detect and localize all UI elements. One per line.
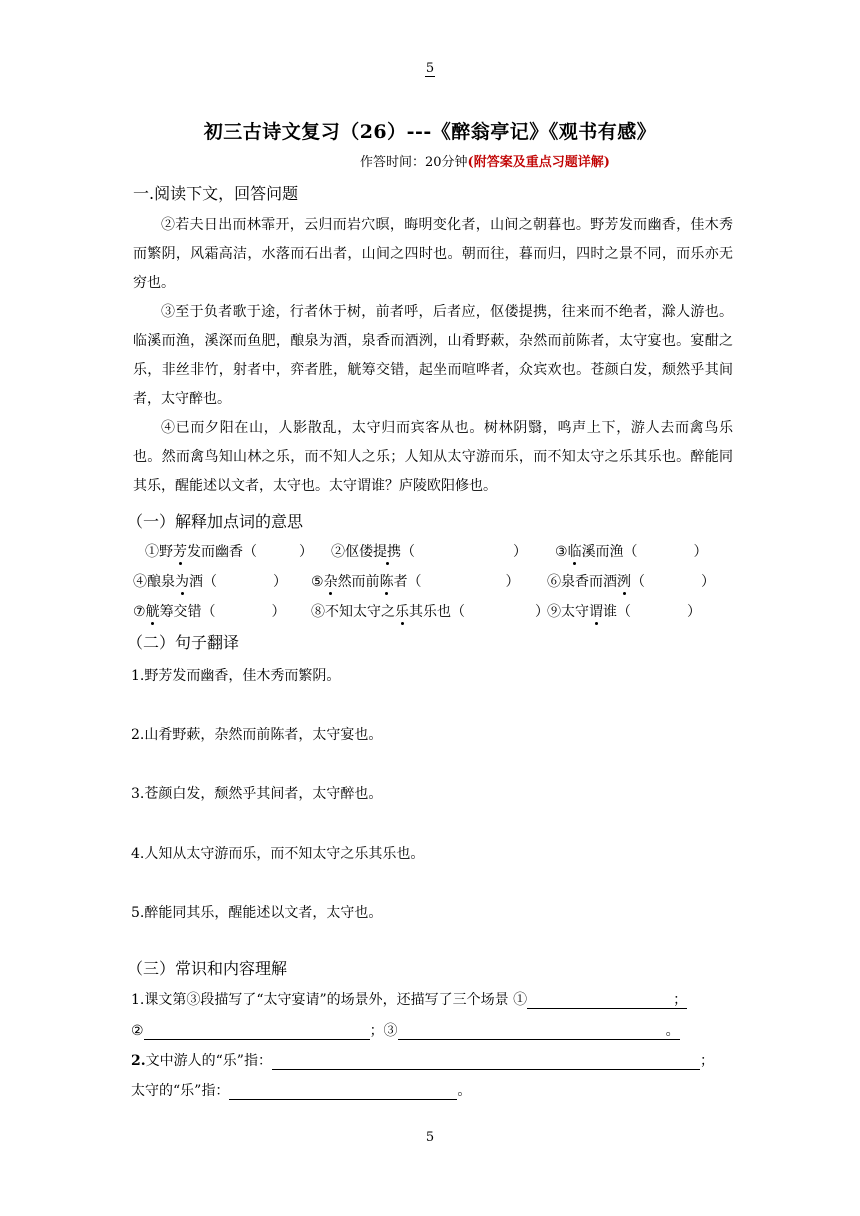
translation-item-1: 1.野芳发而幽香，佳木秀而繁阴。 bbox=[131, 668, 341, 684]
vocab-item-7: ⑦觥筹交错（ ） bbox=[133, 601, 286, 621]
answer-blank-3[interactable] bbox=[398, 1023, 666, 1040]
vocab-item-2: ②伛偻提携（ ） bbox=[331, 541, 527, 561]
question-1-line-2: ② ；③ 。 bbox=[131, 1023, 680, 1039]
part2-heading: （二）句子翻译 bbox=[127, 633, 240, 652]
answer-blank-4[interactable] bbox=[272, 1053, 700, 1070]
question-2-line-1: 2.文中游人的“乐”指： ； bbox=[131, 1053, 714, 1069]
answer-blank-1[interactable] bbox=[527, 992, 673, 1009]
translation-item-5: 5.醉能同其乐，醒能述以文者，太守也。 bbox=[131, 905, 383, 921]
vocab-row-3 bbox=[133, 601, 733, 625]
translation-item-4: 4.人知从太守游而乐，而不知太守之乐其乐也。 bbox=[131, 846, 425, 862]
translation-item-2: 2.山肴野蔌，杂然而前陈者，太守宴也。 bbox=[131, 727, 383, 743]
page-number-top: 5 bbox=[425, 61, 435, 76]
worksheet-title: 初三古诗文复习（26）---《醉翁亭记》《观书有感》 bbox=[203, 121, 657, 143]
vocab-row-1 bbox=[133, 541, 733, 565]
question-2-line-2: 太守的“乐”指： 。 bbox=[131, 1083, 472, 1099]
part1-heading: （一）解释加点词的意思 bbox=[127, 512, 304, 531]
answer-blank-2[interactable] bbox=[144, 1023, 370, 1040]
vocab-item-1: ①野芳发而幽香（ ） bbox=[145, 541, 313, 561]
page-number-bottom: 5 bbox=[425, 1130, 435, 1145]
vocab-item-6: ⑥泉香而酒洌（ ） bbox=[547, 571, 715, 591]
vocab-item-5: ⑤杂然而前陈者（ ） bbox=[311, 571, 520, 591]
passage-paragraph-3: ③至于负者歌于途，行者休于树，前者呼，后者应，伛偻提携，往来而不绝者，滁人游也。临溪而渔，溪深而鱼肥，酿泉为酒，泉香而酒洌，山肴野蔌，杂然而前陈者，太守宴也。宴酣之乐，非丝非竹，射者中，弈者胜，觥筹交错，起坐而喧哗者，众宾欢也。苍颜白发，颓然乎其间者，太守醉也。 bbox=[133, 304, 733, 407]
part3-heading: （三）常识和内容理解 bbox=[127, 959, 288, 978]
passage-paragraph-4: ④已而夕阳在山，人影散乱，太守归而宾客从也。树林阴翳，鸣声上下，游人去而禽鸟乐也。然而禽鸟知山林之乐，而不知人之乐；人知从太守游而乐，而不知太守之乐其乐也。醉能同其乐，醒能述以文者，太守也。太守谓谁？庐陵欧阳修也。 bbox=[133, 420, 733, 494]
answer-blank-5[interactable] bbox=[229, 1083, 457, 1100]
passage-paragraph-2: ②若夫日出而林霏开，云归而岩穴暝，晦明变化者，山间之朝暮也。野芳发而幽香，佳木秀而繁阴，风霜高洁，水落而石出者，山间之四时也。朝而往，暮而归，四时之景不同，而乐亦无穷也。 bbox=[133, 217, 733, 291]
section-heading-reading: 一.阅读下文，回答问题 bbox=[133, 184, 299, 203]
vocab-item-3: ③临溪而渔（ ） bbox=[555, 541, 708, 561]
translation-item-3: 3.苍颜白发，颓然乎其间者，太守醉也。 bbox=[131, 786, 383, 802]
question-1-line-1: 1.课文第③段描写了“太守宴请”的场景外，还描写了三个场景 ① ； bbox=[131, 992, 688, 1008]
answer-time: 作答时间：20分钟 bbox=[360, 155, 468, 170]
vocab-item-9: ⑨太守谓谁（ ） bbox=[547, 601, 701, 621]
vocab-item-8: ⑧不知太守之乐其乐也（ ） bbox=[311, 601, 549, 621]
subtitle bbox=[360, 151, 610, 170]
answer-note: (附答案及重点习题详解) bbox=[467, 155, 610, 170]
vocab-item-4: ④酿泉为酒（ ） bbox=[133, 571, 287, 591]
vocab-row-2 bbox=[133, 571, 733, 595]
